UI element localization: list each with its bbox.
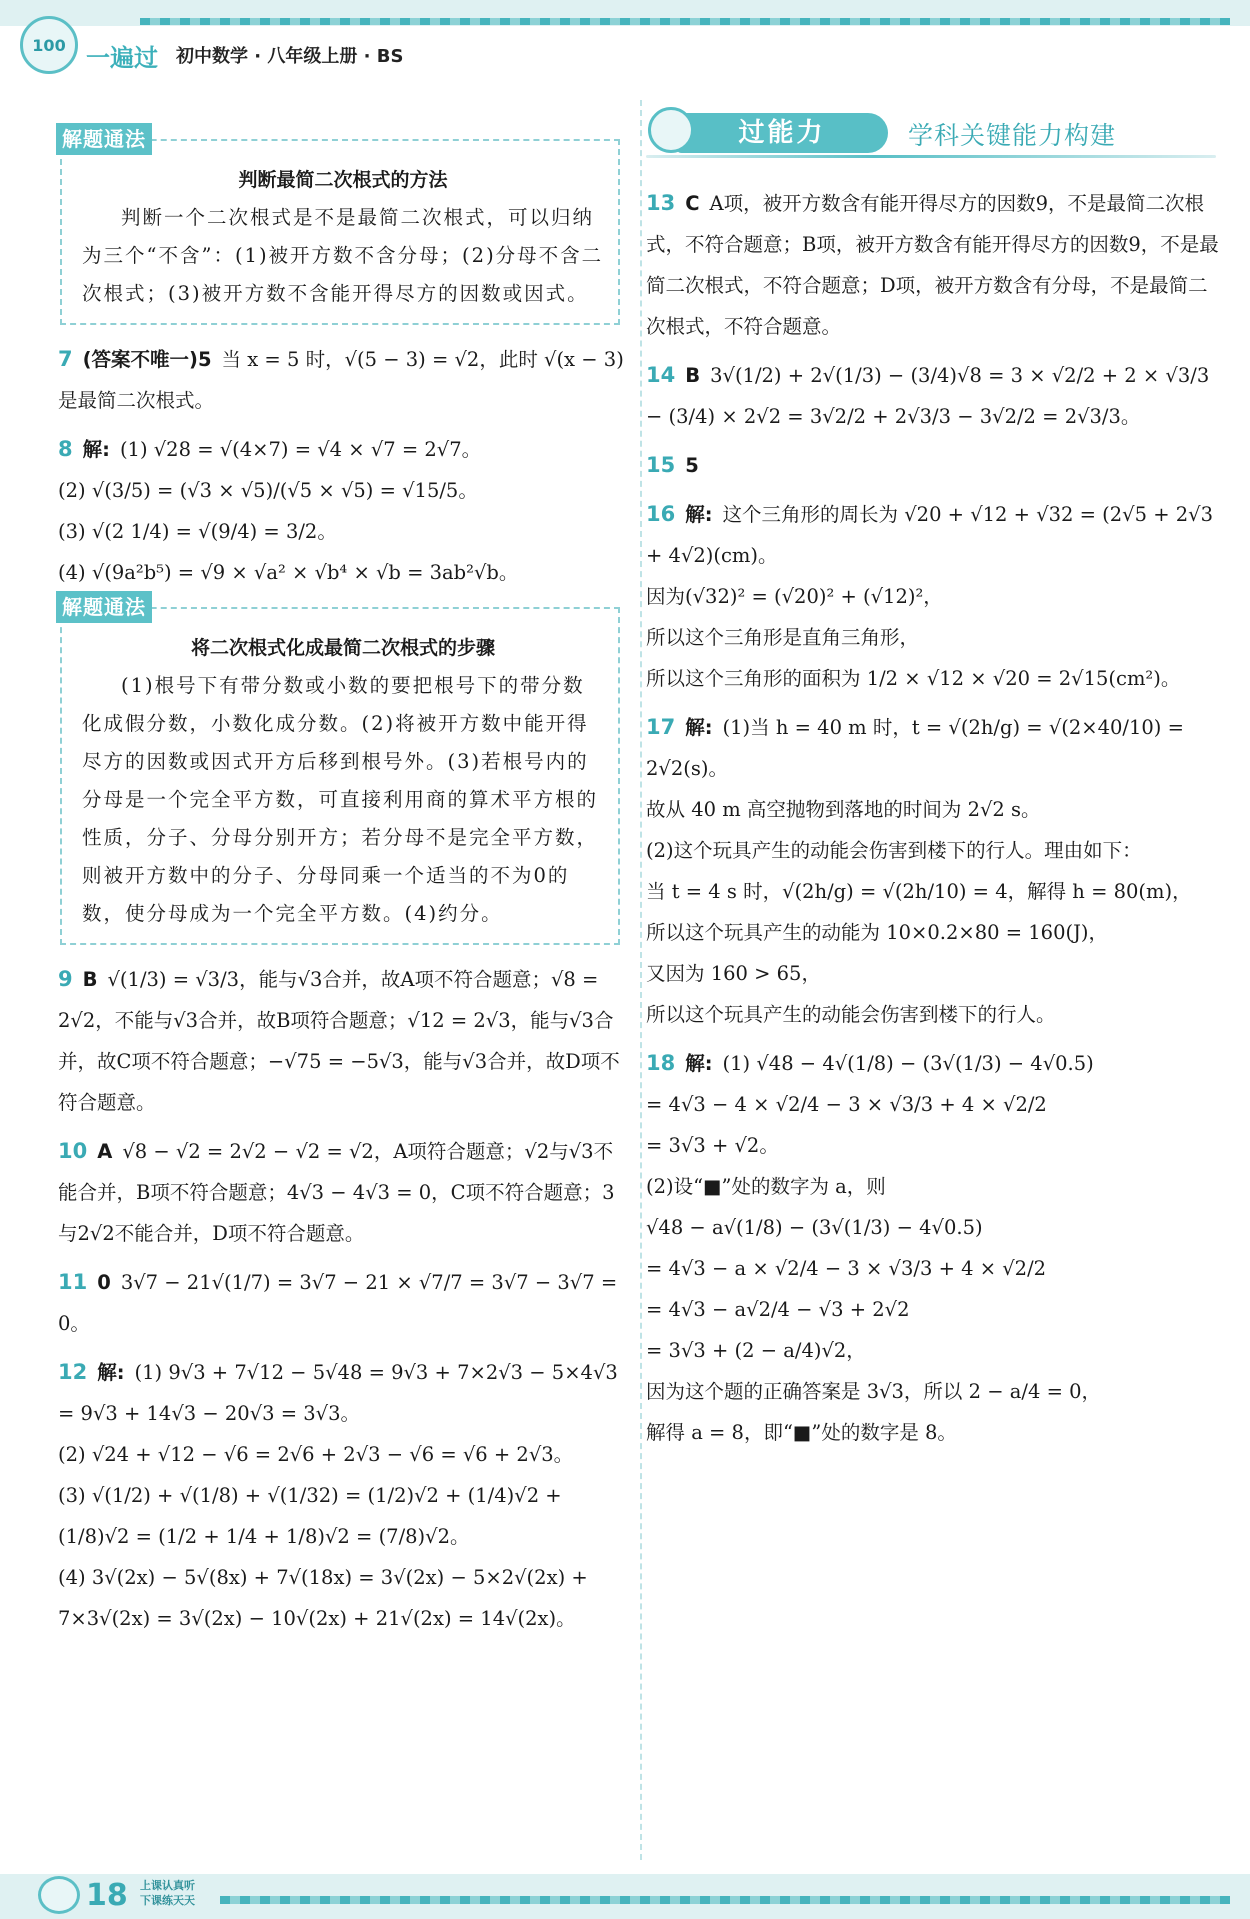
answer-label: 5	[685, 454, 699, 477]
problem-12	[58, 1352, 626, 1639]
answer-label: (答案不唯一)5	[82, 348, 212, 371]
problem-15	[646, 445, 1220, 486]
book-title: 初中数学 · 八年级上册 · BS	[176, 46, 404, 67]
solution-line: (1) 9√3 + 7√12 − 5√48 = 9√3 + 7×2√3 − 5×4√3 = 9√3 + 14√3 − 20√3 = 3√3。	[58, 1361, 618, 1425]
answer-label: 解:	[97, 1361, 125, 1384]
problem-text: √8 − √2 = 2√2 − √2 = √2，A项符合题意；√2与√3不能合并，B项不符合题意；4√3 − 4√3 = 0，C项不符合题意；3与2√2不能合并，D项不符合题意。	[58, 1140, 615, 1245]
problem-7	[58, 339, 626, 421]
solution-line: = 3√3 + (2 − a/4)√2，	[646, 1339, 866, 1362]
solution-line: 因为(√32)² = (√20)² + (√12)²，	[646, 585, 943, 608]
answer-label: 0	[97, 1271, 111, 1294]
solution-line: 所以这个玩具产生的动能会伤害到楼下的行人。	[646, 1003, 1056, 1026]
method-title: 判断最简二次根式的方法	[238, 169, 448, 191]
method-tag: 解题通法	[56, 591, 152, 623]
problem-number: 12	[58, 1360, 88, 1384]
solution-line: 所以这个三角形的面积为 1/2 × √12 × √20 = 2√15(cm²)。	[646, 667, 1181, 690]
problem-text: 当 x = 5 时，√(5 − 3) = √2，此时 √(x − 3) 是最简二次根式。	[58, 348, 624, 412]
problem-number: 7	[58, 347, 73, 371]
solution-line: 又因为 160 > 65，	[646, 962, 821, 985]
answer-label: 解:	[685, 716, 713, 739]
solution-line: (4) √(9a²b⁵) = √9 × √a² × √b⁴ × √b = 3ab²√b。	[58, 561, 519, 584]
problem-number: 10	[58, 1139, 88, 1163]
problem-14	[646, 355, 1220, 437]
header-band	[0, 0, 1250, 26]
answer-label: 解:	[82, 438, 110, 461]
solution-line: (1)当 h = 40 m 时，t = √(2h/g) = √(2×40/10) = 2√2(s)。	[646, 716, 1184, 780]
answer-label: B	[82, 968, 98, 991]
solution-line: 解得 a = 8，即“■”处的数字是 8。	[646, 1421, 957, 1444]
method-title: 将二次根式化成最简二次根式的步骤	[190, 637, 495, 659]
solution-line: (2)设“■”处的数字为 a，则	[646, 1175, 886, 1198]
solution-line: = 4√3 − a × √2/4 − 3 × √3/3 + 4 × √2/2	[646, 1257, 1047, 1280]
solution-line: (4) 3√(2x) − 5√(8x) + 7√(18x) = 3√(2x) − 5×2√(2x) + 7×3√(2x) = 3√(2x) − 10√(2x) + 21√(2x) = 14√(2x)。	[58, 1566, 588, 1630]
section-subtitle: 学科关键能力构建	[908, 121, 1117, 150]
problem-10	[58, 1131, 626, 1254]
column-divider	[640, 100, 642, 1860]
problem-number: 8	[58, 437, 73, 461]
problem-18	[646, 1043, 1220, 1453]
solution-line: (2) √(3/5) = (√3 × √5)/(√5 × √5) = √15/5。	[58, 479, 478, 502]
section-badge: 过能力	[676, 113, 888, 153]
left-column	[58, 125, 626, 1647]
footer-mascot-icon	[38, 1876, 80, 1914]
problem-number: 16	[646, 502, 676, 526]
slogan-line: 下课练天天	[140, 1894, 195, 1907]
solution-line: (3) √(2 1/4) = √(9/4) = 3/2。	[58, 520, 337, 543]
answer-label: B	[685, 364, 701, 387]
brand-name: 一遍过	[86, 44, 158, 72]
method-box-2	[60, 595, 620, 945]
solution-line: (2) √24 + √12 − √6 = 2√6 + 2√3 − √6 = √6 + 2√3。	[58, 1443, 574, 1466]
logo-icon: 100	[20, 16, 78, 74]
problem-16	[646, 494, 1220, 699]
problem-number: 17	[646, 715, 676, 739]
problem-9	[58, 959, 626, 1123]
solution-line: 所以这个三角形是直角三角形，	[646, 626, 920, 649]
section-header	[646, 105, 1220, 165]
solution-line: (1) √28 = √(4×7) = √4 × √7 = 2√7。	[119, 438, 482, 461]
problem-number: 13	[646, 191, 676, 215]
problem-number: 14	[646, 363, 676, 387]
problem-number: 11	[58, 1270, 88, 1294]
solution-line: √48 − a√(1/8) − (3√(1/3) − 4√0.5)	[646, 1216, 983, 1239]
solution-line: 当 t = 4 s 时，√(2h/g) = √(2h/10) = 4，解得 h = 80(m)，	[646, 880, 1192, 903]
method-body: (1)根号下有带分数或小数的要把根号下的带分数化成假分数，小数化成分数。(2)将被开方数中能开得尽方的因数或因式开方后移到根号外。(3)若根号内的分母是一个完全平方数，可直接利用商的算术平方根的性质，分子、分母分别开方；若分母不是完全平方数，则被开方数中的分子、分母同乘一个适当的不为0的数，使分母成为一个完全平方数。(4)约分。	[82, 674, 599, 925]
solution-line: 故从 40 m 高空抛物到落地的时间为 2√2 s。	[646, 798, 1041, 821]
problem-text: √(1/3) = √3/3，能与√3合并，故A项不符合题意；√8 = 2√2，不能与√3合并，故B项符合题意；√12 = 2√3，能与√3合并，故C项不符合题意；−√75 = −5√3，能与√3合并，故D项不符合题意。	[58, 968, 620, 1114]
problem-number: 18	[646, 1051, 676, 1075]
problem-number: 15	[646, 453, 676, 477]
header-stripe	[140, 18, 1230, 25]
right-column	[646, 105, 1220, 1461]
problem-8	[58, 429, 626, 593]
method-box-1	[60, 127, 620, 325]
answer-label: A	[97, 1140, 113, 1163]
solution-line: 这个三角形的周长为 √20 + √12 + √32 = (2√5 + 2√3 + 4√2)(cm)。	[646, 503, 1213, 567]
mascot-icon	[648, 107, 694, 153]
problem-text: 3√(1/2) + 2√(1/3) − (3/4)√8 = 3 × √2/2 + 2 × √3/3 − (3/4) × 2√2 = 3√2/2 + 2√3/3 − 3√2/2 = 2√3/3。	[646, 364, 1210, 428]
problem-text: 3√7 − 21√(1/7) = 3√7 − 21 × √7/7 = 3√7 − 3√7 = 0。	[58, 1271, 618, 1335]
solution-line: (3) √(1/2) + √(1/8) + √(1/32) = (1/2)√2 + (1/4)√2 + (1/8)√2 = (1/2 + 1/4 + 1/8)√2 = (7/8)√2。	[58, 1484, 562, 1548]
solution-line: (1) √48 − 4√(1/8) − (3√(1/3) − 4√0.5)	[722, 1052, 1094, 1075]
footer-slogan	[140, 1878, 220, 1908]
solution-line: = 4√3 − 4 × √2/4 − 3 × √3/3 + 4 × √2/2	[646, 1093, 1047, 1116]
problem-13	[646, 183, 1220, 347]
answer-label: C	[685, 192, 700, 215]
solution-line: = 4√3 − a√2/4 − √3 + 2√2	[646, 1298, 910, 1321]
solution-line: = 3√3 + √2。	[646, 1134, 779, 1157]
answer-label: 解:	[685, 1052, 713, 1075]
answer-label: 解:	[685, 503, 713, 526]
problem-text: A项，被开方数含有能开得尽方的因数9，不是最简二次根式，不符合题意；B项，被开方数含有能开得尽方的因数9，不是最简二次根式，不符合题意；D项，被开方数含有分母，不是最简二次根式，不符合题意。	[646, 192, 1219, 338]
page-number: 18	[86, 1878, 128, 1913]
section-underline	[646, 155, 1216, 158]
solution-line: 所以这个玩具产生的动能为 10×0.2×80 = 160(J)，	[646, 921, 1109, 944]
method-body: 判断一个二次根式是不是最简二次根式，可以归纳为三个“不含”：(1)被开方数不含分母；(2)分母不含二次根式；(3)被开方数不含能开得尽方的因数或因式。	[82, 206, 604, 305]
problem-number: 9	[58, 967, 73, 991]
problem-17	[646, 707, 1220, 1035]
problem-11	[58, 1262, 626, 1344]
method-tag: 解题通法	[56, 123, 152, 155]
solution-line: 因为这个题的正确答案是 3√3，所以 2 − a/4 = 0，	[646, 1380, 1102, 1403]
solution-line: (2)这个玩具产生的动能会伤害到楼下的行人。理由如下：	[646, 839, 1142, 862]
footer-stripe	[220, 1896, 1230, 1904]
slogan-line: 上课认真听	[140, 1879, 195, 1892]
